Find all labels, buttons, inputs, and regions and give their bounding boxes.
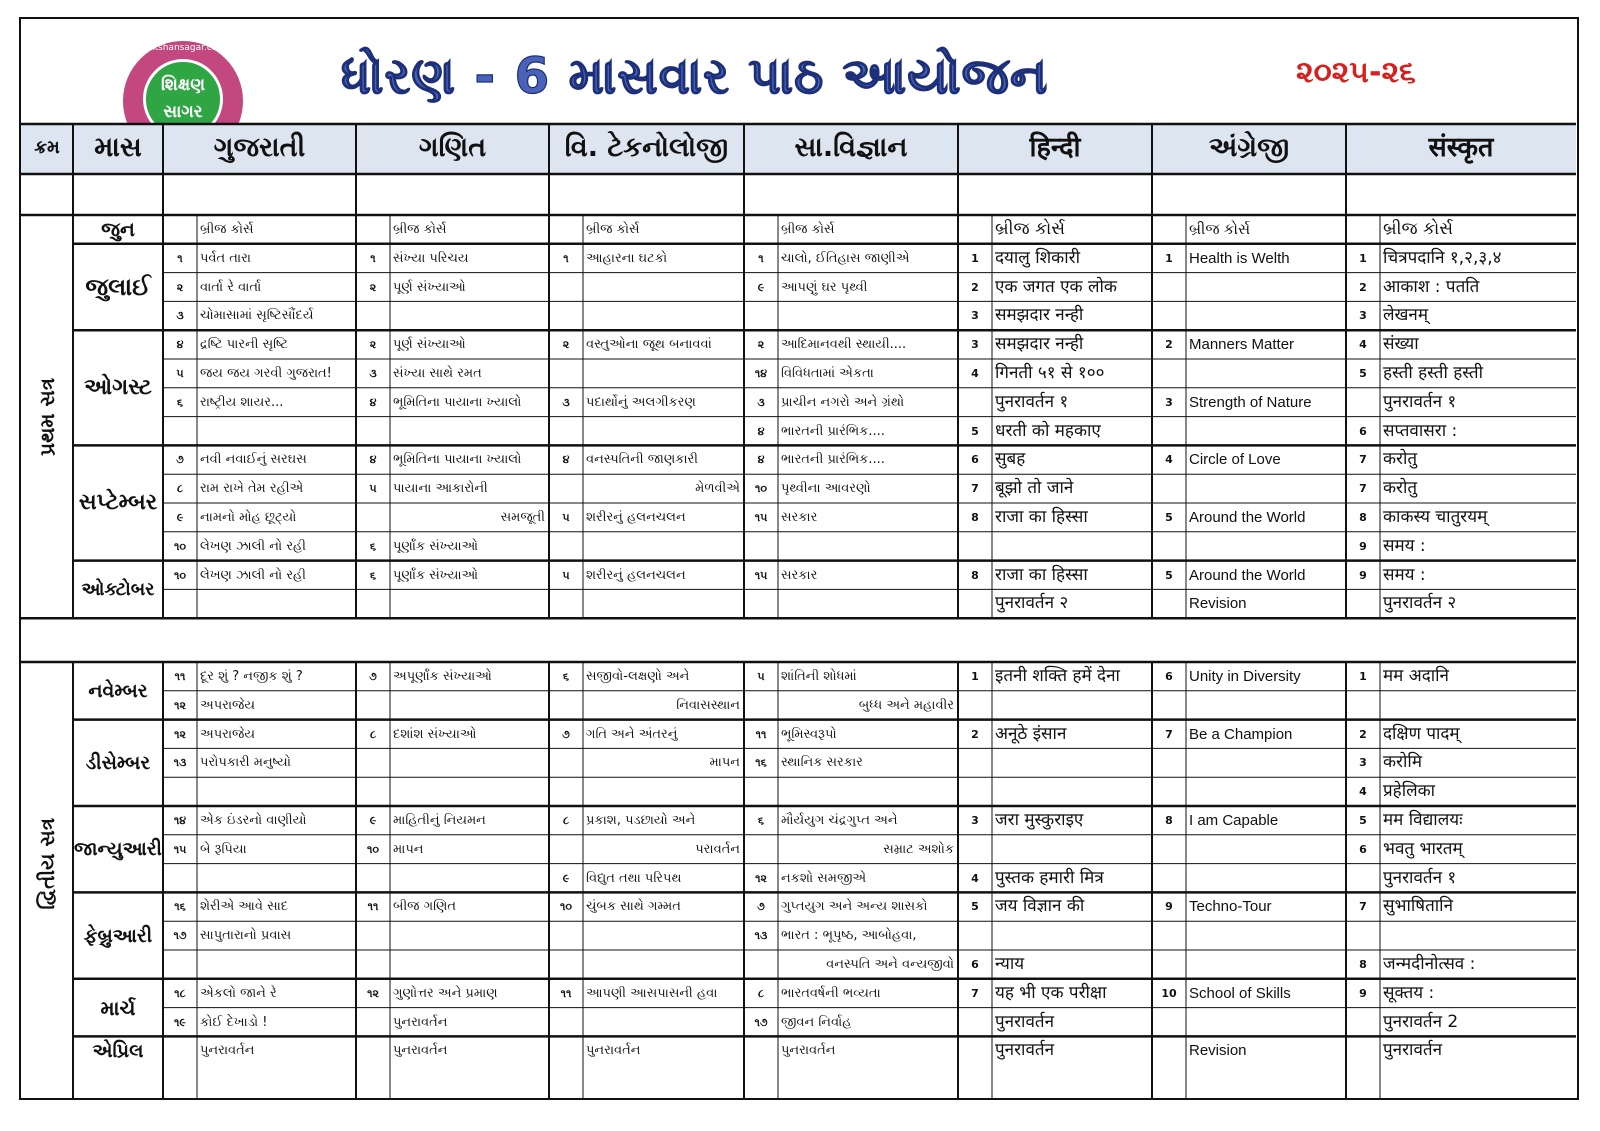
lesson-title: गिनती ५१ से १०० [995, 363, 1105, 383]
lesson-number: ૩ [562, 395, 570, 409]
lesson-number: ૧ [563, 251, 569, 265]
col-header-subject: વિ. ટેકનોલોજી [549, 124, 744, 174]
lesson-number: 2 [971, 280, 979, 294]
lesson-title: ભારતની પ્રારંભિક.... [781, 423, 885, 439]
lesson-number: 1 [1165, 251, 1173, 265]
lesson-title: રાષ્ટ્રીય શાયર... [200, 394, 284, 410]
lesson-number: ૧૫ [754, 568, 768, 582]
lesson-title: પાયાના આકારોની [393, 481, 488, 497]
lesson-number: ૧૮ [174, 986, 186, 1000]
lesson-title: દ્રષ્ટિ પારની સૃષ્ટિ [200, 337, 289, 353]
lesson-title: पुनरावर्तन [995, 1040, 1055, 1061]
lesson-number: 8 [971, 568, 979, 582]
lesson-number: 3 [971, 814, 979, 827]
lesson-title: સંખ્યા સાથે રમત [393, 366, 482, 381]
lesson-title: Health is Welth [1189, 249, 1290, 267]
lesson-number: ૧૪ [173, 814, 187, 827]
lesson-number: ૯ [369, 814, 377, 827]
lesson-title: જય જય ગરવી ગુજરાત! [200, 366, 332, 381]
lesson-title: પૃથ્વીના આવરણો [781, 481, 871, 497]
col-header-kram: ક્રમ [21, 124, 73, 174]
lesson-number: ૨ [757, 338, 765, 352]
logo-line-2: સાગર [163, 102, 203, 122]
lesson-title: जन्मदीनोत्सव : [1383, 954, 1476, 974]
lesson-number: 4 [1165, 453, 1173, 467]
lesson-title: બ્રીજ કોર્સ [1189, 221, 1251, 238]
lesson-number: ૮ [369, 727, 377, 741]
lesson-number: ૭ [369, 670, 377, 683]
logo-website: shikshansagar.com [139, 43, 227, 53]
lesson-title: પૂર્ણ સંખ્યાઓ [393, 279, 466, 295]
lesson-title: પુનરાવર્તન [586, 1043, 641, 1059]
lesson-title: न्याय [995, 954, 1025, 974]
month-label: નવેમ્બર [88, 679, 148, 702]
month-label: ડીસેમ્બર [85, 751, 151, 774]
lesson-title: પરાવર્તન [695, 841, 740, 857]
col-header-subject: સા.વિજ્ઞાન [744, 124, 958, 174]
lesson-number: 8 [1165, 814, 1173, 827]
lesson-title: અપરાજેય [200, 697, 256, 713]
lesson-title: ભારતની પ્રારંભિક.... [781, 452, 885, 468]
lesson-title: સાપુતારાનો પ્રવાસ [200, 928, 292, 944]
lesson-title: Unity in Diversity [1189, 668, 1301, 685]
lesson-number: 7 [1165, 727, 1173, 741]
lesson-number: 1 [1359, 670, 1367, 683]
lesson-number: 3 [971, 338, 979, 352]
lesson-title: ભૂમિતિના પાયાના ખ્યાલો [393, 452, 522, 468]
lesson-title: राजा का हिस्सा [995, 564, 1088, 585]
lesson-title: पुस्तक हमारी मित्र [995, 867, 1104, 888]
lesson-number: ૧૨ [755, 871, 767, 885]
month-label: ફેબ્રુઆરી [83, 924, 153, 947]
lesson-number: ૨ [562, 338, 570, 352]
lesson-title: બીજ ગણિત [393, 899, 456, 915]
lesson-title: इतनी शक्ति हमें देना [995, 666, 1120, 686]
lesson-title: पुनरावर्तन [995, 1011, 1055, 1032]
lesson-number: 4 [1359, 785, 1367, 799]
lesson-title: એક ઇંડરનો વાણીયો [200, 813, 307, 828]
lesson-number: ૬ [369, 568, 377, 582]
lesson-title: सुभाषितानि [1383, 896, 1454, 917]
lesson-number: ૪ [369, 453, 377, 467]
lesson-number: ૧૦ [754, 482, 767, 496]
lesson-title: આપણી આસપાસની હવા [586, 985, 718, 1001]
lesson-number: ૪ [369, 395, 377, 409]
lesson-title: પરોપકારી મનુષ્યો [200, 755, 291, 771]
lesson-title: समय : [1383, 564, 1426, 585]
month-label: એપ્રિલ [92, 1039, 144, 1062]
col-header-subject: ગણિત [356, 124, 549, 174]
lesson-title: પુનરાવર્તન [393, 1014, 448, 1030]
month-label: માર્ચ [100, 995, 136, 1020]
lesson-number: ૪ [562, 453, 570, 467]
lesson-number: ૮ [176, 482, 184, 496]
lesson-number: 4 [1359, 338, 1367, 352]
lesson-title: मम अदानि [1383, 666, 1449, 686]
lesson-number: 7 [1359, 900, 1367, 914]
lesson-title: चित्रपदानि १,२,३,४ [1383, 247, 1502, 268]
lesson-number: 3 [1165, 395, 1173, 409]
lesson-title: समझदार नन्ही [995, 334, 1084, 355]
semester-label-text: દ્વિતીય સત્ર [35, 817, 59, 910]
lesson-number: 7 [1359, 482, 1367, 496]
lesson-title: Strength of Nature [1189, 393, 1312, 411]
lesson-title: पुनरावर्तन १ [995, 391, 1069, 412]
lesson-title: માપન [709, 755, 740, 771]
lesson-number: 9 [1359, 568, 1367, 582]
lesson-title: ભૂમિતિના પાયાના ખ્યાલો [393, 394, 522, 410]
lesson-title: શરીરનું હલનચલન [586, 510, 686, 525]
lesson-title: બ્રીજ કોર્સ [586, 222, 640, 237]
lesson-title: ગતિ અને અંતરનું [586, 726, 678, 742]
lesson-title: વિવિધતામાં એકતા [781, 366, 874, 381]
lesson-title: પ્રકાશ, પડછાયો અને [586, 813, 696, 828]
lesson-title: બ્રીજ કોર્સ [995, 219, 1066, 239]
col-header-month: માસ [73, 124, 163, 174]
col-header-subject: हिन्दी [958, 124, 1152, 174]
lesson-number: ૧ [370, 251, 376, 265]
grid-lines [21, 19, 1577, 1099]
lesson-number: 9 [1359, 986, 1367, 1000]
lesson-title: શેરીએ આવે સાદ [200, 899, 289, 915]
lesson-number: 5 [1165, 511, 1173, 524]
lesson-title: મેળવીએ [695, 481, 740, 497]
lesson-number: 8 [971, 511, 979, 524]
lesson-title: પૂર્ણ સંખ્યાઓ [393, 337, 466, 353]
lesson-title: संख्या [1383, 334, 1419, 355]
lesson-title: राजा का हिस्सा [995, 507, 1088, 527]
lesson-title: ભારતવર્ષની ભવ્યતા [781, 985, 881, 1001]
lesson-number: ૪ [176, 338, 184, 352]
month-label: જુલાઈ [85, 272, 151, 301]
lesson-number: ૨ [176, 280, 184, 294]
lesson-title: સમ્રાટ અશોક [883, 841, 954, 857]
lesson-title: Techno-Tour [1189, 898, 1272, 916]
lesson-number: 7 [971, 482, 979, 496]
lesson-number: ૫ [369, 482, 377, 496]
lesson-number: 3 [971, 309, 979, 323]
lesson-title: આહારના ઘટકો [586, 250, 668, 266]
lesson-number: ૧૩ [173, 756, 187, 770]
lesson-number: ૭ [176, 453, 184, 467]
lesson-title: પુનરાવર્તન [200, 1043, 255, 1059]
lesson-title: काकस्य चातुरयम् [1383, 507, 1488, 527]
lesson-number: ૧૫ [754, 511, 768, 524]
lesson-number: ૧૭ [754, 1015, 768, 1029]
lesson-title: सप्तवासरा : [1383, 420, 1458, 441]
lesson-title: करोतु [1383, 478, 1418, 499]
lesson-title: પર્વત તારા [200, 250, 251, 266]
lesson-number: ૧૨ [367, 986, 379, 1000]
lesson-title: માપન [393, 841, 424, 857]
lesson-title: ગુપ્તયુગ અને અન્ય શાસકો [781, 899, 928, 915]
month-label: ઓક્ટોબર [81, 578, 155, 600]
lesson-number: ૩ [757, 395, 765, 409]
lesson-number: ૮ [757, 986, 765, 1000]
lesson-title: રામ રાખે તેમ રહીએ [200, 481, 304, 497]
lesson-title: વનસ્પતિની જાણકારી [586, 452, 698, 468]
lesson-number: ૪ [757, 453, 765, 467]
lesson-number: 8 [1359, 511, 1367, 524]
lesson-number: ૬ [562, 670, 570, 683]
lesson-number: ૨ [369, 338, 377, 352]
lesson-title: બુધ્ધ અને મહાવીર [858, 697, 954, 713]
lesson-number: ૫ [176, 367, 184, 380]
lesson-title: हस्ती हस्ती हस्ती [1383, 363, 1484, 383]
lesson-title: Be a Champion [1189, 725, 1293, 743]
lesson-title: વિદ્યુત તથા પરિપથ [586, 870, 682, 886]
lesson-title: બ્રીજ કોર્સ [200, 222, 254, 237]
lesson-title: નિવાસસ્થાન [676, 697, 740, 713]
lesson-number: 1 [971, 670, 979, 683]
lesson-title: પૂર્ણાંક સંખ્યાઓ [393, 538, 479, 554]
col-header-subject: અંગ્રેજી [1152, 124, 1346, 174]
lesson-number: 3 [1359, 309, 1367, 323]
lesson-number: ૧૦ [173, 568, 186, 582]
lesson-number: ૯ [757, 280, 765, 294]
lesson-title: નામનો મોહ છૂટ્યો [200, 510, 297, 525]
lesson-number: ૨ [369, 280, 377, 294]
lesson-title: I am Capable [1189, 812, 1279, 829]
lesson-number: ૬ [369, 539, 377, 553]
lesson-number: ૧૨ [174, 727, 186, 741]
lesson-title: समय : [1383, 535, 1426, 556]
lesson-title: અપૂર્ણાંક સંખ્યાઓ [393, 669, 492, 684]
lesson-title: समझदार नन्ही [995, 305, 1084, 326]
lesson-number: ૧ [177, 251, 183, 265]
lesson-title: સમજૂતી [500, 510, 545, 525]
lesson-number: ૭ [757, 900, 765, 914]
lesson-title: Revision [1189, 1042, 1247, 1060]
lesson-title: भवतु भारतम् [1383, 838, 1463, 859]
lesson-number: ૧૯ [174, 1015, 186, 1029]
lesson-number: ૭ [562, 727, 570, 741]
lesson-number: 7 [971, 986, 979, 1000]
lesson-number: 6 [971, 453, 979, 467]
lesson-title: મૌર્યયુગ ચંદ્રગુપ્ત અને [781, 813, 898, 828]
lesson-number: ૬ [757, 814, 765, 827]
lesson-title: जय विज्ञान की [995, 896, 1085, 917]
lesson-title: अनूठे इंसान [995, 723, 1067, 744]
lesson-number: 1 [1359, 251, 1367, 265]
lesson-number: ૯ [176, 511, 184, 524]
semester-label-text: પ્રથમ સત્ર [35, 377, 59, 456]
lesson-title: સરકાર [781, 510, 818, 525]
lesson-number: 10 [1161, 986, 1177, 1000]
lesson-number: 6 [1359, 424, 1367, 438]
lesson-title: માહિતીનું નિયમન [393, 813, 486, 828]
lesson-title: કોઈ દેખાડો ! [200, 1014, 268, 1030]
lesson-number: ૧૧ [755, 727, 767, 741]
lesson-number: 5 [1359, 367, 1367, 380]
lesson-title: प्रहेलिका [1383, 781, 1436, 802]
lesson-title: અપરાજેય [200, 726, 256, 742]
lesson-title: સરકાર [781, 567, 818, 583]
lesson-title: નકશો સમજીએ [781, 870, 867, 886]
lesson-title: धरती को महकाए [995, 420, 1101, 441]
lesson-number: ૧૬ [755, 756, 767, 770]
lesson-title: बूझो तो जाने [995, 478, 1074, 499]
lesson-title: एक जगत एक लोक [995, 276, 1117, 297]
lesson-number: 9 [1359, 539, 1367, 553]
lesson-title: करोमि [1383, 752, 1422, 773]
page-title: ધોરણ - 6 માસવાર પાઠ આયોજન [341, 47, 1049, 105]
lesson-number: 2 [1359, 727, 1367, 741]
lesson-title: વસ્તુઓના જૂથ બનાવવાં [586, 337, 712, 353]
lesson-number: 1 [971, 251, 979, 265]
lesson-number: ૧ [758, 251, 764, 265]
lesson-title: ચાલો, ઈતિહાસ જાણીએ [781, 250, 910, 266]
lesson-number: 7 [1359, 453, 1367, 467]
lesson-title: લેખણ ઝાલી નો રહી [200, 538, 306, 554]
lesson-title: લેખણ ઝાલી નો રહી [200, 567, 306, 583]
lesson-title: पुनरावर्तन २ [1383, 593, 1457, 614]
lesson-title: लेखनम् [1383, 305, 1429, 326]
lesson-number: 5 [971, 900, 979, 914]
lesson-title: ચુંબક સાથે ગમ્મત [586, 899, 681, 915]
month-label: જુન [101, 217, 135, 242]
lesson-title: આપણું ઘર પૃથ્વી [781, 279, 868, 295]
lesson-number: ૪ [757, 424, 765, 438]
lesson-title: પૂર્ણાંક સંખ્યાઓ [393, 567, 479, 583]
month-label: સપ્ટેમ્બર [78, 490, 158, 516]
lesson-number: ૫ [562, 511, 570, 524]
lesson-number: 4 [971, 367, 979, 380]
lesson-title: पुनरावर्तन १ [1383, 391, 1457, 412]
col-header-subject: संस्कृत [1346, 124, 1576, 174]
lesson-title: પુનરાવર્તન [393, 1043, 448, 1059]
lesson-title: आकाश : पतति [1383, 276, 1480, 297]
lesson-title: બ્રીજ કોર્સ [393, 222, 447, 237]
lesson-title: પ્રાચીન નગરો અને ગ્રંથો [781, 394, 905, 410]
lesson-title: સંખ્યા પરિચય [393, 250, 469, 266]
lesson-title: વનસ્પતિ અને વન્યજીવો [826, 957, 954, 972]
lesson-title: ભારત : ભૂપૃષ્ઠ, આબોહવા, [781, 928, 917, 944]
lesson-number: ૧૫ [173, 842, 187, 856]
lesson-title: दक्षिण पादम् [1383, 723, 1460, 744]
lesson-title: यह भी एक परीक्षा [995, 982, 1107, 1003]
lesson-plan-sheet [19, 17, 1579, 1100]
lesson-title: બ્રીજ કોર્સ [1383, 219, 1454, 239]
lesson-title: Around the World [1189, 509, 1306, 526]
lesson-title: दयालु शिकारी [995, 247, 1080, 268]
lesson-title: સજીવો-લક્ષણો અને [586, 669, 690, 684]
lesson-title: ભૂમિસ્વરૂપો [781, 726, 837, 742]
logo-line-1: શિક્ષણ [160, 75, 206, 95]
lesson-title: બે રૂપિયા [200, 841, 247, 857]
lesson-title: જીવન નિર્વાહ [781, 1014, 852, 1030]
lesson-title: દૂર શું ? નજીક શું ? [200, 669, 303, 684]
lesson-title: Manners Matter [1189, 336, 1295, 354]
lesson-number: ૩ [369, 367, 377, 380]
lesson-title: Circle of Love [1189, 451, 1281, 469]
lesson-title: सूक्तय : [1383, 982, 1435, 1003]
lesson-title: દશાંશ સંખ્યાઓ [393, 726, 477, 742]
lesson-title: પદાર્થોનું અલગીકરણ [586, 394, 696, 410]
lesson-title: શાંતિની શોધમાં [781, 669, 857, 684]
lesson-title: ચોમાસામાં સૃષ્ટિસૌંદર્ય [200, 308, 314, 324]
lesson-number: 2 [1165, 338, 1173, 352]
lesson-number: ૯ [562, 871, 570, 885]
lesson-title: School of Skills [1189, 984, 1291, 1002]
lesson-title: पुनरावर्तन १ [1383, 867, 1457, 888]
lesson-number: 6 [1165, 670, 1173, 683]
lesson-number: 2 [971, 727, 979, 741]
lesson-number: ૮ [562, 814, 570, 827]
lesson-number: ૬ [176, 395, 184, 409]
lesson-number: 2 [1359, 280, 1367, 294]
lesson-title: સ્થાનિક સરકાર [781, 755, 863, 771]
lesson-title: Around the World [1189, 566, 1306, 584]
lesson-title: નવી નવાઈનું સરઘસ [200, 452, 307, 468]
lesson-title: ગુણોત્તર અને પ્રમાણ [393, 985, 498, 1001]
lesson-number: ૧૧ [174, 670, 186, 683]
lesson-number: ૧૨ [174, 698, 186, 712]
lesson-number: ૧૩ [754, 929, 768, 943]
lesson-title: मम विद्यालयः [1383, 810, 1463, 830]
lesson-title: पुनरावर्तन 2 [1383, 1011, 1459, 1032]
lesson-title: सुबह [995, 449, 1026, 470]
lesson-number: 3 [1359, 756, 1367, 770]
lesson-number: 5 [1165, 568, 1173, 582]
academic-year: ૨૦૨૫-૨૬ [1296, 55, 1416, 90]
lesson-title: Revision [1189, 595, 1247, 613]
lesson-title: એકલો જાને રે [200, 985, 277, 1001]
lesson-number: ૧૧ [367, 900, 379, 914]
month-label: ઓગસ્ટ [84, 375, 152, 401]
month-label: જાન્યુઆરી [74, 838, 162, 861]
lesson-number: 6 [1359, 842, 1367, 856]
lesson-number: ૩ [176, 309, 184, 323]
lesson-number: ૧૭ [173, 929, 187, 943]
lesson-title: આદિમાનવથી સ્થાયી.... [781, 337, 907, 353]
lesson-number: ૫ [757, 670, 765, 683]
lesson-number: ૧૧ [560, 986, 572, 1000]
lesson-title: વાર્તા રે વાર્તા [200, 279, 262, 295]
lesson-number: ૧૦ [366, 842, 379, 856]
lesson-title: पुनरावर्तन [1383, 1040, 1443, 1061]
lesson-number: ૫ [562, 568, 570, 582]
lesson-number: ૧૬ [174, 900, 186, 914]
lesson-title: બ્રીજ કોર્સ [781, 222, 835, 237]
lesson-title: શરીરનું હલનચલન [586, 567, 686, 583]
lesson-title: करोतु [1383, 449, 1418, 470]
lesson-number: 5 [971, 424, 979, 438]
lesson-number: 4 [971, 871, 979, 885]
lesson-number: 6 [971, 958, 979, 971]
lesson-title: पुनरावर्तन २ [995, 593, 1069, 614]
lesson-number: 5 [1359, 814, 1367, 827]
lesson-number: ૧૦ [559, 900, 572, 914]
lesson-number: 9 [1165, 900, 1173, 914]
lesson-title: પુનરાવર્તન [781, 1043, 836, 1059]
lesson-title: जरा मुस्कुराइए [995, 810, 1084, 830]
lesson-number: 8 [1359, 958, 1367, 971]
lesson-number: ૧૪ [754, 367, 768, 380]
col-header-subject: ગુજરાતી [163, 124, 356, 174]
lesson-number: ૧૦ [173, 539, 186, 553]
